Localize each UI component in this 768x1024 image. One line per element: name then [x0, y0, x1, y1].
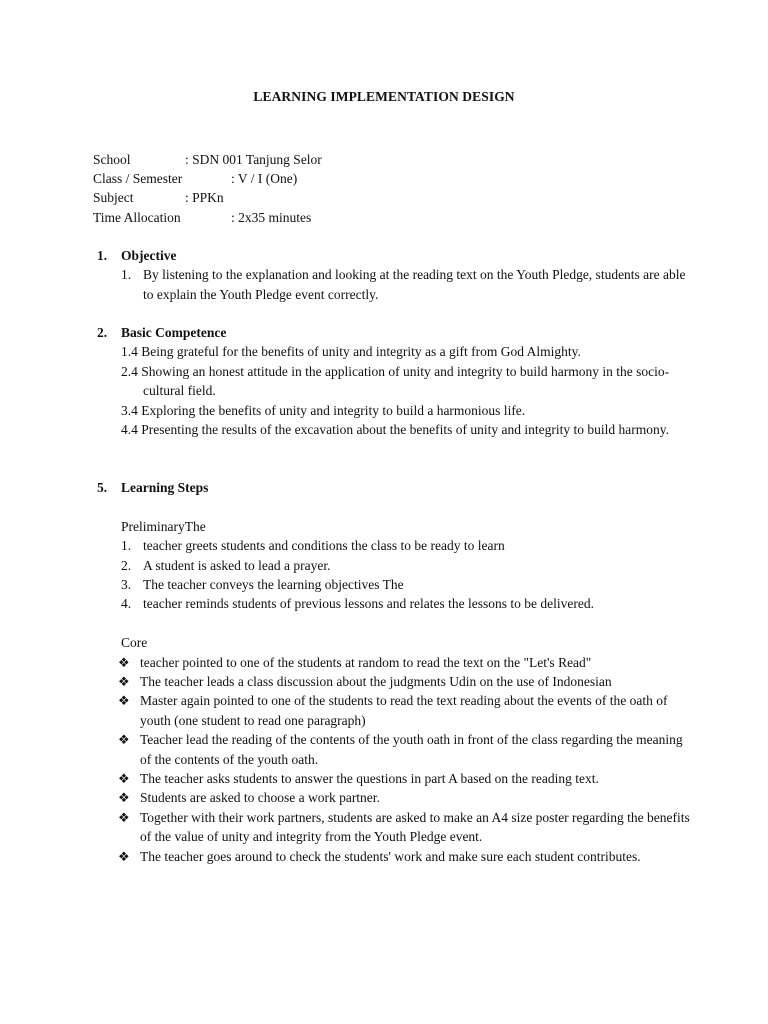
competence-code: 1.4	[121, 344, 138, 360]
section-title: Objective	[121, 248, 177, 263]
list-item	[93, 575, 693, 594]
item-text: The teacher asks students to answer the questions in part A based on the reading text.	[140, 771, 599, 787]
info-value: : SDN 001 Tanjung Selor	[185, 152, 322, 167]
item-text: Master again pointed to one of the students to read the text reading about the events of the oath of youth (one student to read one paragraph)	[140, 693, 668, 728]
item-text: Being grateful for the benefits of unity and integrity as a gift from God Almighty.	[141, 344, 581, 360]
item-text: teacher pointed to one of the students at random to read the text on the "Let's Read"	[140, 654, 592, 670]
list-item	[93, 691, 693, 730]
diamond-bullet-icon: ❖	[118, 809, 130, 825]
diamond-bullet-icon: ❖	[118, 771, 130, 787]
item-text: The teacher conveys the learning objectives The	[143, 577, 404, 592]
list-item	[93, 362, 693, 401]
item-text: Exploring the benefits of unity and integrity to build a harmonious life.	[141, 402, 526, 418]
info-label: School	[93, 152, 131, 167]
item-text: The teacher goes around to check the students' work and make sure each student contributes.	[140, 848, 641, 864]
item-text: Together with their work partners, students are asked to make an A4 size poster regarding the benefits of the value of unity and integrity from the Youth Pledge event.	[140, 809, 690, 845]
item-text: teacher greets students and conditions the class to be ready to learn	[143, 538, 505, 554]
info-value: : PPKn	[185, 190, 224, 206]
competence-code: 4.4	[121, 422, 138, 438]
list-item	[93, 420, 693, 439]
diamond-bullet-icon: ❖	[118, 848, 130, 864]
section-title: Learning Steps	[121, 480, 209, 495]
list-item	[93, 653, 693, 672]
section-basic-competence	[93, 323, 693, 439]
item-number: 3.	[121, 577, 132, 592]
item-text: Teacher lead the reading of the contents of the youth oath in front of the class regarding the meaning of the contents of the youth oath.	[140, 732, 683, 767]
list-item	[93, 847, 693, 866]
info-label: Class / Semester	[93, 171, 183, 187]
core-label: Core	[121, 635, 148, 651]
diamond-bullet-icon: ❖	[118, 732, 130, 748]
item-text: A student is asked to lead a prayer.	[143, 557, 331, 573]
diamond-bullet-icon: ❖	[118, 674, 130, 690]
section-heading	[93, 478, 693, 497]
list-item	[93, 401, 693, 420]
info-label: Time Allocation	[93, 209, 181, 225]
diamond-bullet-icon: ❖	[118, 790, 130, 806]
item-number: 2.	[121, 557, 132, 573]
section-number: 2.	[97, 325, 108, 340]
item-text: Students are asked to choose a work partner.	[140, 790, 380, 806]
item-text: Showing an honest attitude in the application of unity and integrity to build harmony in the socio-cultural field.	[141, 363, 670, 399]
section-heading	[93, 323, 693, 342]
item-text: By listening to the explanation and looking at the reading text on the Youth Pledge, students are able to explain the Youth Pledge event correctly.	[143, 267, 686, 302]
list-item	[93, 808, 693, 847]
list-item	[93, 788, 693, 807]
item-number: 1.	[121, 538, 132, 554]
list-item	[93, 342, 693, 361]
section-number: 5.	[97, 480, 108, 495]
diamond-bullet-icon: ❖	[118, 693, 130, 709]
info-value: : 2x35 minutes	[231, 209, 312, 225]
list-item	[93, 672, 693, 691]
item-text: Presenting the results of the excavation about the benefits of unity and integrity to build harmony.	[141, 422, 670, 438]
item-number: 4.	[121, 596, 132, 612]
list-item	[93, 556, 693, 575]
info-value: : V / I (One)	[231, 171, 298, 187]
preliminary-label: PreliminaryThe	[121, 518, 206, 534]
item-text: teacher reminds students of previous lessons and relates the lessons to be delivered.	[143, 596, 595, 612]
section-title: Basic Competence	[121, 325, 227, 340]
document-title: LEARNING IMPLEMENTATION DESIGN	[253, 89, 515, 104]
section-learning-steps	[93, 478, 693, 866]
diamond-bullet-icon: ❖	[118, 654, 130, 670]
competence-code: 2.4	[121, 363, 138, 379]
list-item	[93, 769, 693, 788]
list-item	[93, 536, 693, 555]
list-item	[93, 730, 693, 769]
section-heading	[93, 246, 693, 265]
section-number: 1.	[97, 248, 108, 263]
list-item	[93, 594, 693, 613]
section-objective	[93, 246, 693, 304]
list-item	[93, 265, 693, 304]
competence-code: 3.4	[121, 402, 138, 418]
info-label: Subject	[93, 190, 134, 206]
item-number: 1.	[121, 267, 132, 283]
item-text: The teacher leads a class discussion about the judgments Udin on the use of Indonesian	[140, 674, 612, 690]
